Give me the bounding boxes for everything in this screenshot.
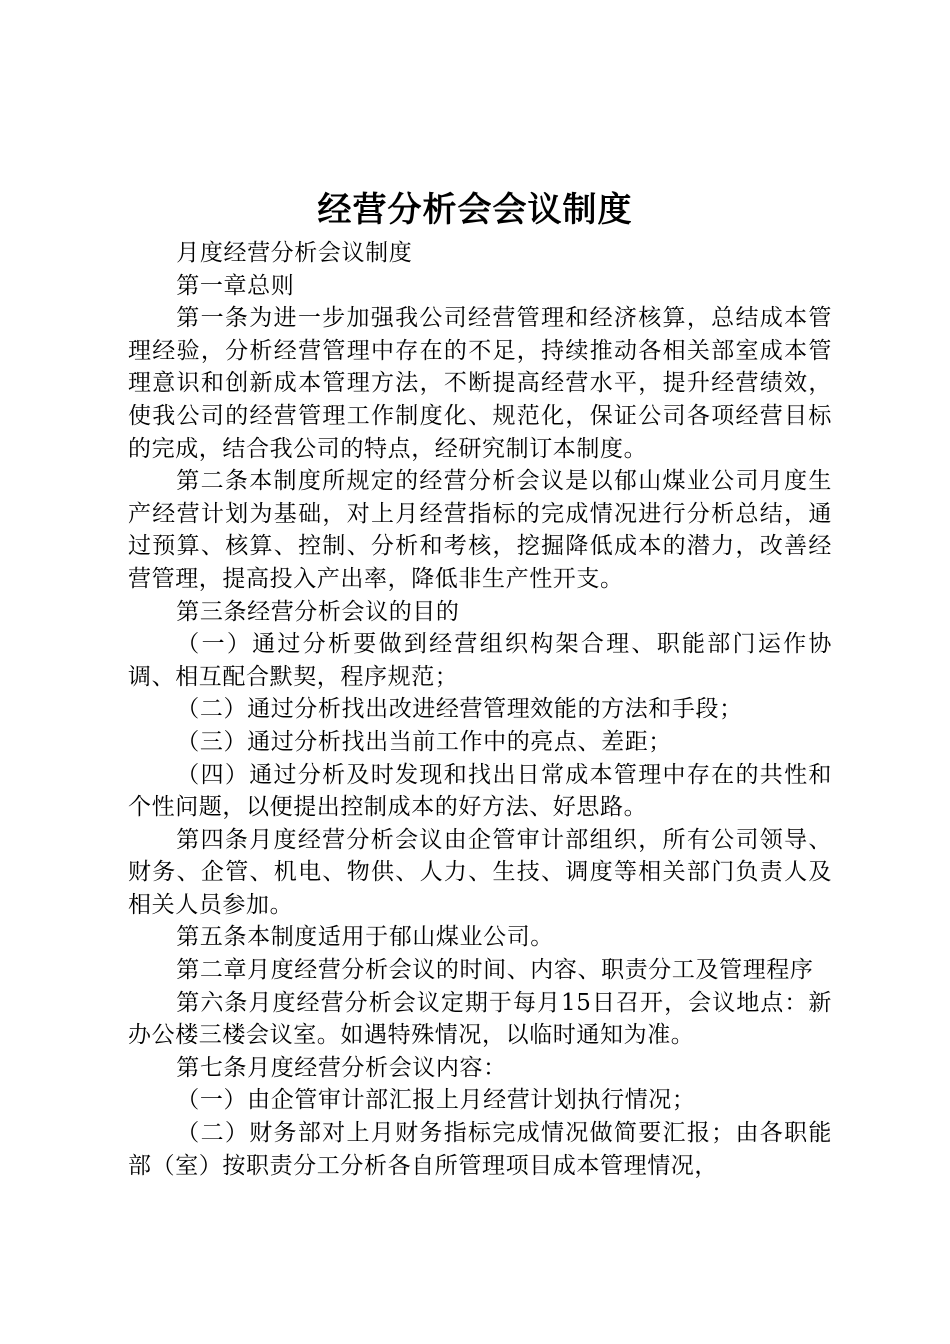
paragraph-article-1: 第一条为进一步加强我公司经营管理和经济核算，总结成本管理经验，分析经营管理中存在的不足，持续推动各相关部室成本管理意识和创新成本管理方法，不断提高经营水平，提升经营绩效，使我公司的经营管理工作制度化、规范化，保证公司各项经营目标的完成，结合我公司的特点，经研究制订本制度。 [128,305,832,462]
paragraph-article-3-item-1: （一）通过分析要做到经营组织构架合理、职能部门运作协调、相互配合默契，程序规范； [128,631,832,690]
paragraph-article-2: 第二条本制度所规定的经营分析会议是以郁山煤业公司月度生产经营计划为基础，对上月经营指标的完成情况进行分析总结，通过预算、核算、控制、分析和考核，挖掘降低成本的潜力，改善经营管理，提高投入产出率，降低非生产性开支。 [128,468,832,592]
document-body [128,237,832,1182]
paragraph-chapter-2-heading: 第二章月度经营分析会议的时间、内容、职责分工及管理程序 [176,957,814,984]
paragraph-article-5: 第五条本制度适用于郁山煤业公司。 [176,924,554,951]
paragraph-chapter-1-heading: 第一章总则 [176,272,295,299]
paragraph-article-4: 第四条月度经营分析会议由企管审计部组织，所有公司领导、财务、企管、机电、物供、人力、生技、调度等相关部门负责人及相关人员参加。 [128,826,832,918]
paragraph-article-7-item-1: （一）由企管审计部汇报上月经营计划执行情况； [176,1087,696,1114]
paragraph-article-6: 第六条月度经营分析会议定期于每月15日召开，会议地点：新办公楼三楼会议室。如遇特殊情况，以临时通知为准。 [128,989,832,1049]
paragraph-article-3: 第三条经营分析会议的目的 [176,598,460,625]
paragraph-subtitle: 月度经营分析会议制度 [176,240,413,266]
paragraph-article-3-item-4: （四）通过分析及时发现和找出日常成本管理中存在的共性和个性问题，以便提出控制成本的好方法、好思路。 [128,761,832,821]
paragraph-article-3-item-2: （二）通过分析找出改进经营管理效能的方法和手段； [176,696,743,723]
document-title: 经营分析会会议制度 [317,190,633,230]
paragraph-article-7: 第七条月度经营分析会议内容： [176,1054,507,1081]
paragraph-article-3-item-3: （三）通过分析找出当前工作中的亮点、差距； [176,728,672,755]
paragraph-article-7-item-2: （二）财务部对上月财务指标完成情况做简要汇报；由各职能部（室）按职责分工分析各自所管理项目成本管理情况， [128,1120,832,1179]
